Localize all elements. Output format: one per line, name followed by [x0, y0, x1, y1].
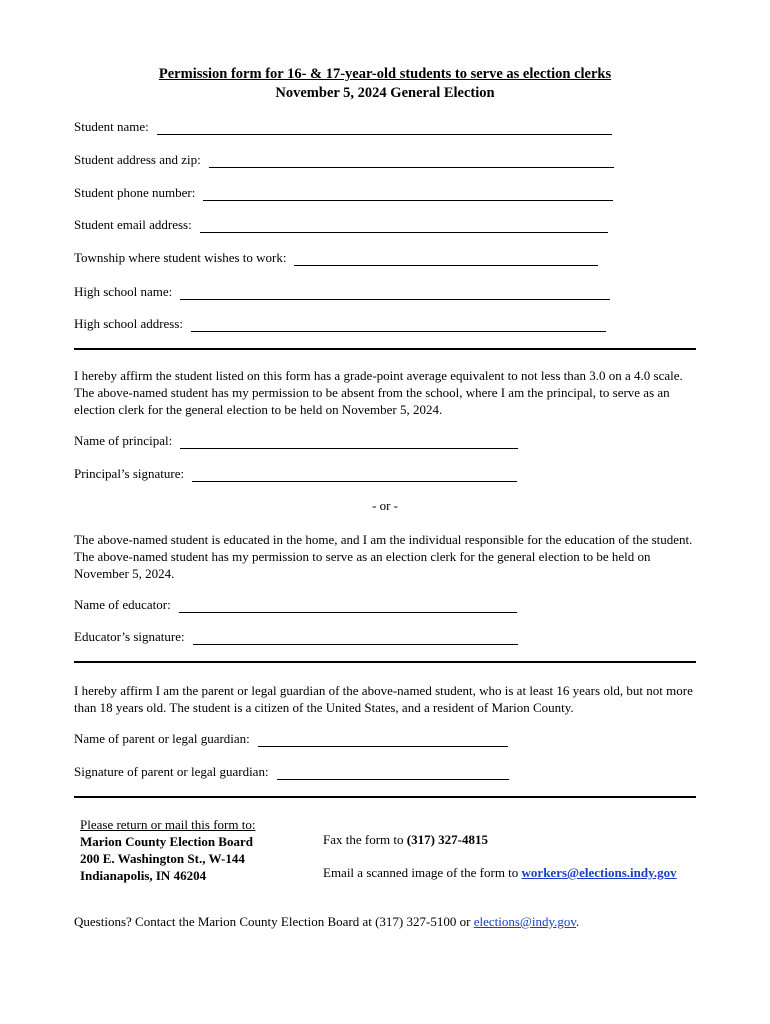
student-email-field	[74, 215, 608, 233]
section-divider	[74, 348, 696, 350]
guardian-name-field	[74, 729, 508, 747]
educator-signature-input[interactable]	[193, 630, 518, 645]
high-school-name-field	[74, 282, 610, 300]
student-address-label: Student address and zip:	[74, 152, 201, 167]
fax-instruction	[323, 832, 488, 848]
student-email-input[interactable]	[200, 218, 608, 233]
guardian-signature-label: Signature of parent or legal guardian:	[74, 764, 269, 779]
mailing-address	[80, 816, 255, 884]
student-name-field	[74, 117, 612, 135]
workers-email-link[interactable]: workers@elections.indy.gov	[521, 865, 677, 880]
guardian-statement: I hereby affirm I am the parent or legal guardian of the above-named student, who is at least 16 years old, but not more than 18 years old. The student is a citizen of the United States, and a resident of Marion County.	[74, 683, 693, 715]
student-name-input[interactable]	[157, 120, 612, 135]
email-prefix: Email a scanned image of the form to	[323, 865, 522, 880]
township-label: Township where student wishes to work:	[74, 250, 287, 265]
org-name: Marion County Election Board	[80, 834, 253, 849]
form-subtitle: November 5, 2024 General Election	[275, 85, 495, 101]
elections-email-link[interactable]: elections@indy.gov	[473, 914, 577, 929]
questions-prefix: Questions? Contact the Marion County Election Board at (317) 327-5100 or	[74, 914, 474, 929]
principal-signature-field	[74, 464, 517, 482]
fax-prefix: Fax the form to	[323, 832, 407, 847]
student-phone-label: Student phone number:	[74, 185, 196, 200]
high-school-address-label: High school address:	[74, 316, 184, 331]
questions-line	[74, 914, 579, 930]
fax-number: (317) 327-4815	[406, 832, 489, 847]
student-phone-input[interactable]	[203, 186, 613, 201]
city-state-zip: Indianapolis, IN 46204	[80, 868, 207, 883]
return-heading: Please return or mail this form to:	[80, 817, 256, 832]
high-school-address-field	[74, 314, 606, 332]
email-instruction	[323, 865, 677, 881]
form-title: Permission form for 16- & 17-year-old students to serve as election clerks	[158, 66, 612, 82]
principal-signature-label: Principal’s signature:	[74, 466, 185, 481]
educator-name-label: Name of educator:	[74, 597, 171, 612]
section-divider	[74, 796, 696, 798]
section-divider	[74, 661, 696, 663]
student-name-label: Student name:	[74, 119, 149, 134]
student-phone-field	[74, 183, 613, 201]
educator-name-field	[74, 595, 517, 613]
high-school-address-input[interactable]	[191, 317, 606, 332]
questions-suffix: .	[576, 914, 580, 929]
principal-name-input[interactable]	[180, 434, 518, 449]
principal-signature-input[interactable]	[192, 467, 517, 482]
educator-signature-field	[74, 627, 518, 645]
student-email-label: Student email address:	[74, 217, 192, 232]
township-input[interactable]	[294, 251, 598, 266]
township-field	[74, 248, 598, 266]
street-address: 200 E. Washington St., W-144	[80, 851, 245, 866]
educator-statement: The above-named student is educated in the home, and I am the individual responsible for the education of the student. The above-named student has my permission to serve as an election clerk for the general election to be held on November 5, 2024.	[74, 532, 693, 581]
principal-statement: I hereby affirm the student listed on this form has a grade-point average equivalent to not less than 3.0 on a 4.0 scale. The above-named student has my permission to be absent from the school, where I am the principal, to serve as an election clerk for the general election to be held on November 5, 2024.	[74, 368, 683, 417]
principal-name-field	[74, 431, 518, 449]
guardian-name-label: Name of parent or legal guardian:	[74, 731, 250, 746]
guardian-signature-input[interactable]	[277, 765, 509, 780]
guardian-signature-field	[74, 762, 509, 780]
student-address-input[interactable]	[209, 153, 614, 168]
student-address-field	[74, 150, 614, 168]
high-school-name-label: High school name:	[74, 284, 173, 299]
educator-name-input[interactable]	[179, 598, 517, 613]
high-school-name-input[interactable]	[180, 285, 610, 300]
or-separator: - or -	[372, 498, 398, 513]
educator-signature-label: Educator’s signature:	[74, 629, 185, 644]
principal-name-label: Name of principal:	[74, 433, 173, 448]
guardian-name-input[interactable]	[258, 732, 508, 747]
